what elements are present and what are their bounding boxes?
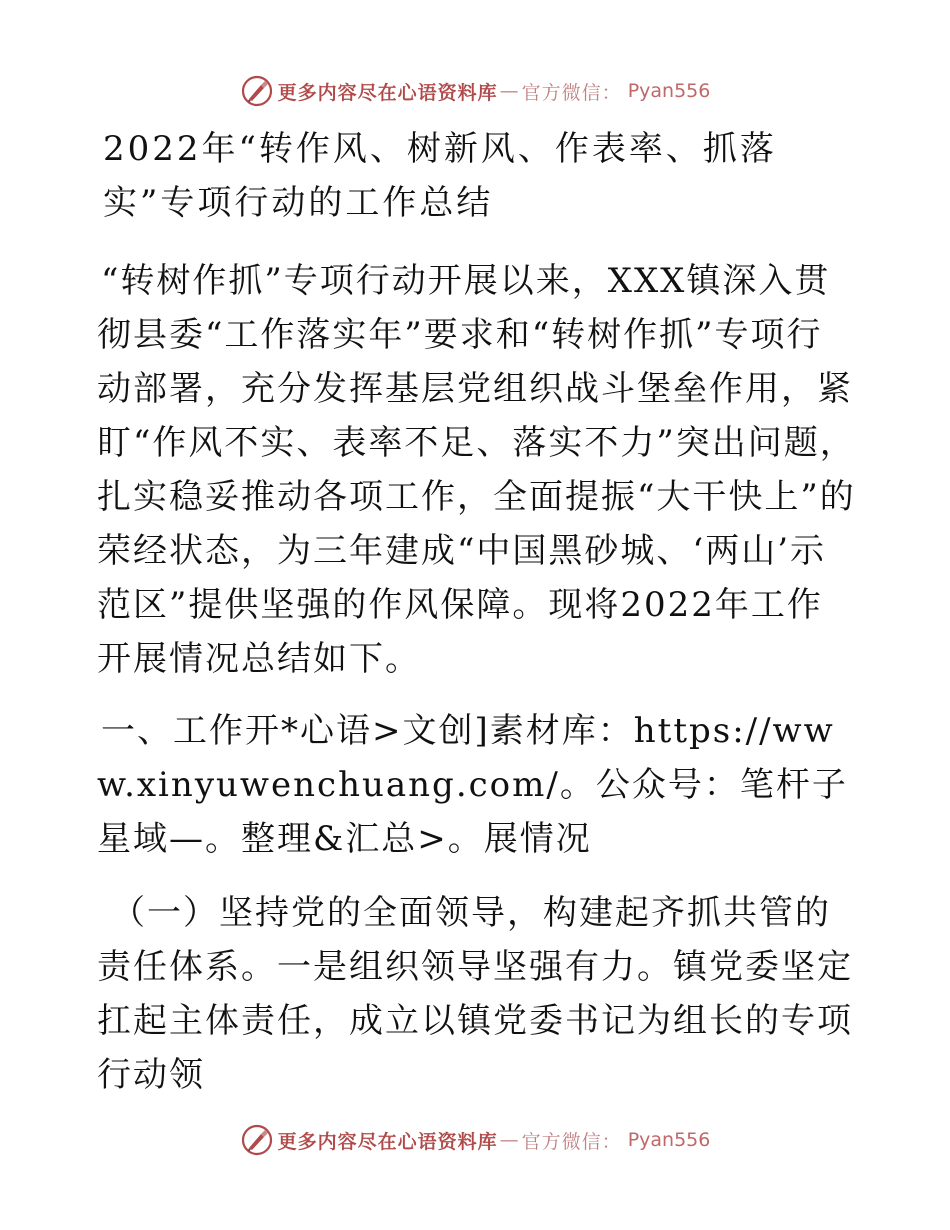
intro-paragraph: “转树作抓”专项行动开展以来，XXX镇深入贯彻县委“工作落实年”要求和“转树作抓”专项行动部署，充分发挥基层党组织战斗堡垒作用，紧盯“作风不实、表率不足、落实不力”突出问题，扎实稳妥推动各项工作，全面提振“大干快上”的荣经状态，为三年建成“中国黑砂城、‘两山’示范区”提供坚强的作风保障。现将2022年工作开展情况总结如下。 [97, 261, 856, 679]
watermark-wechat-id: Pyan556 [627, 80, 711, 102]
document-body [97, 122, 857, 1102]
subsection-paragraph-1: （一）坚持党的全面领导，构建起齐抓共管的责任体系。一是组织领导坚强有力。镇党委坚定扛起主体责任，成立以镇党委书记为组长的专项行动领 [97, 893, 853, 1095]
watermark-dash: — [499, 80, 520, 102]
watermark-brand: 更多内容尽在心语资料库 [277, 81, 498, 104]
watermark-label: 官方微信： [521, 81, 622, 104]
pen-logo-icon [240, 1123, 274, 1157]
watermark-wechat-id: Pyan556 [627, 1129, 711, 1151]
watermark-footer [0, 1120, 950, 1160]
pen-logo-icon [240, 74, 274, 108]
section-heading-1: 一、工作开*心语>文创]素材库：https://www.xinyuwenchuang.com/。公众号：笔杆子星域—。整理&汇总>。展情况 [97, 711, 848, 859]
watermark-label: 官方微信： [521, 1130, 622, 1153]
document-title: 2022年“转作风、树新风、作表率、抓落实”专项行动的工作总结 [103, 129, 777, 223]
watermark-brand: 更多内容尽在心语资料库 [277, 1130, 498, 1153]
watermark-dash: — [499, 1129, 520, 1151]
watermark-header [0, 71, 950, 111]
